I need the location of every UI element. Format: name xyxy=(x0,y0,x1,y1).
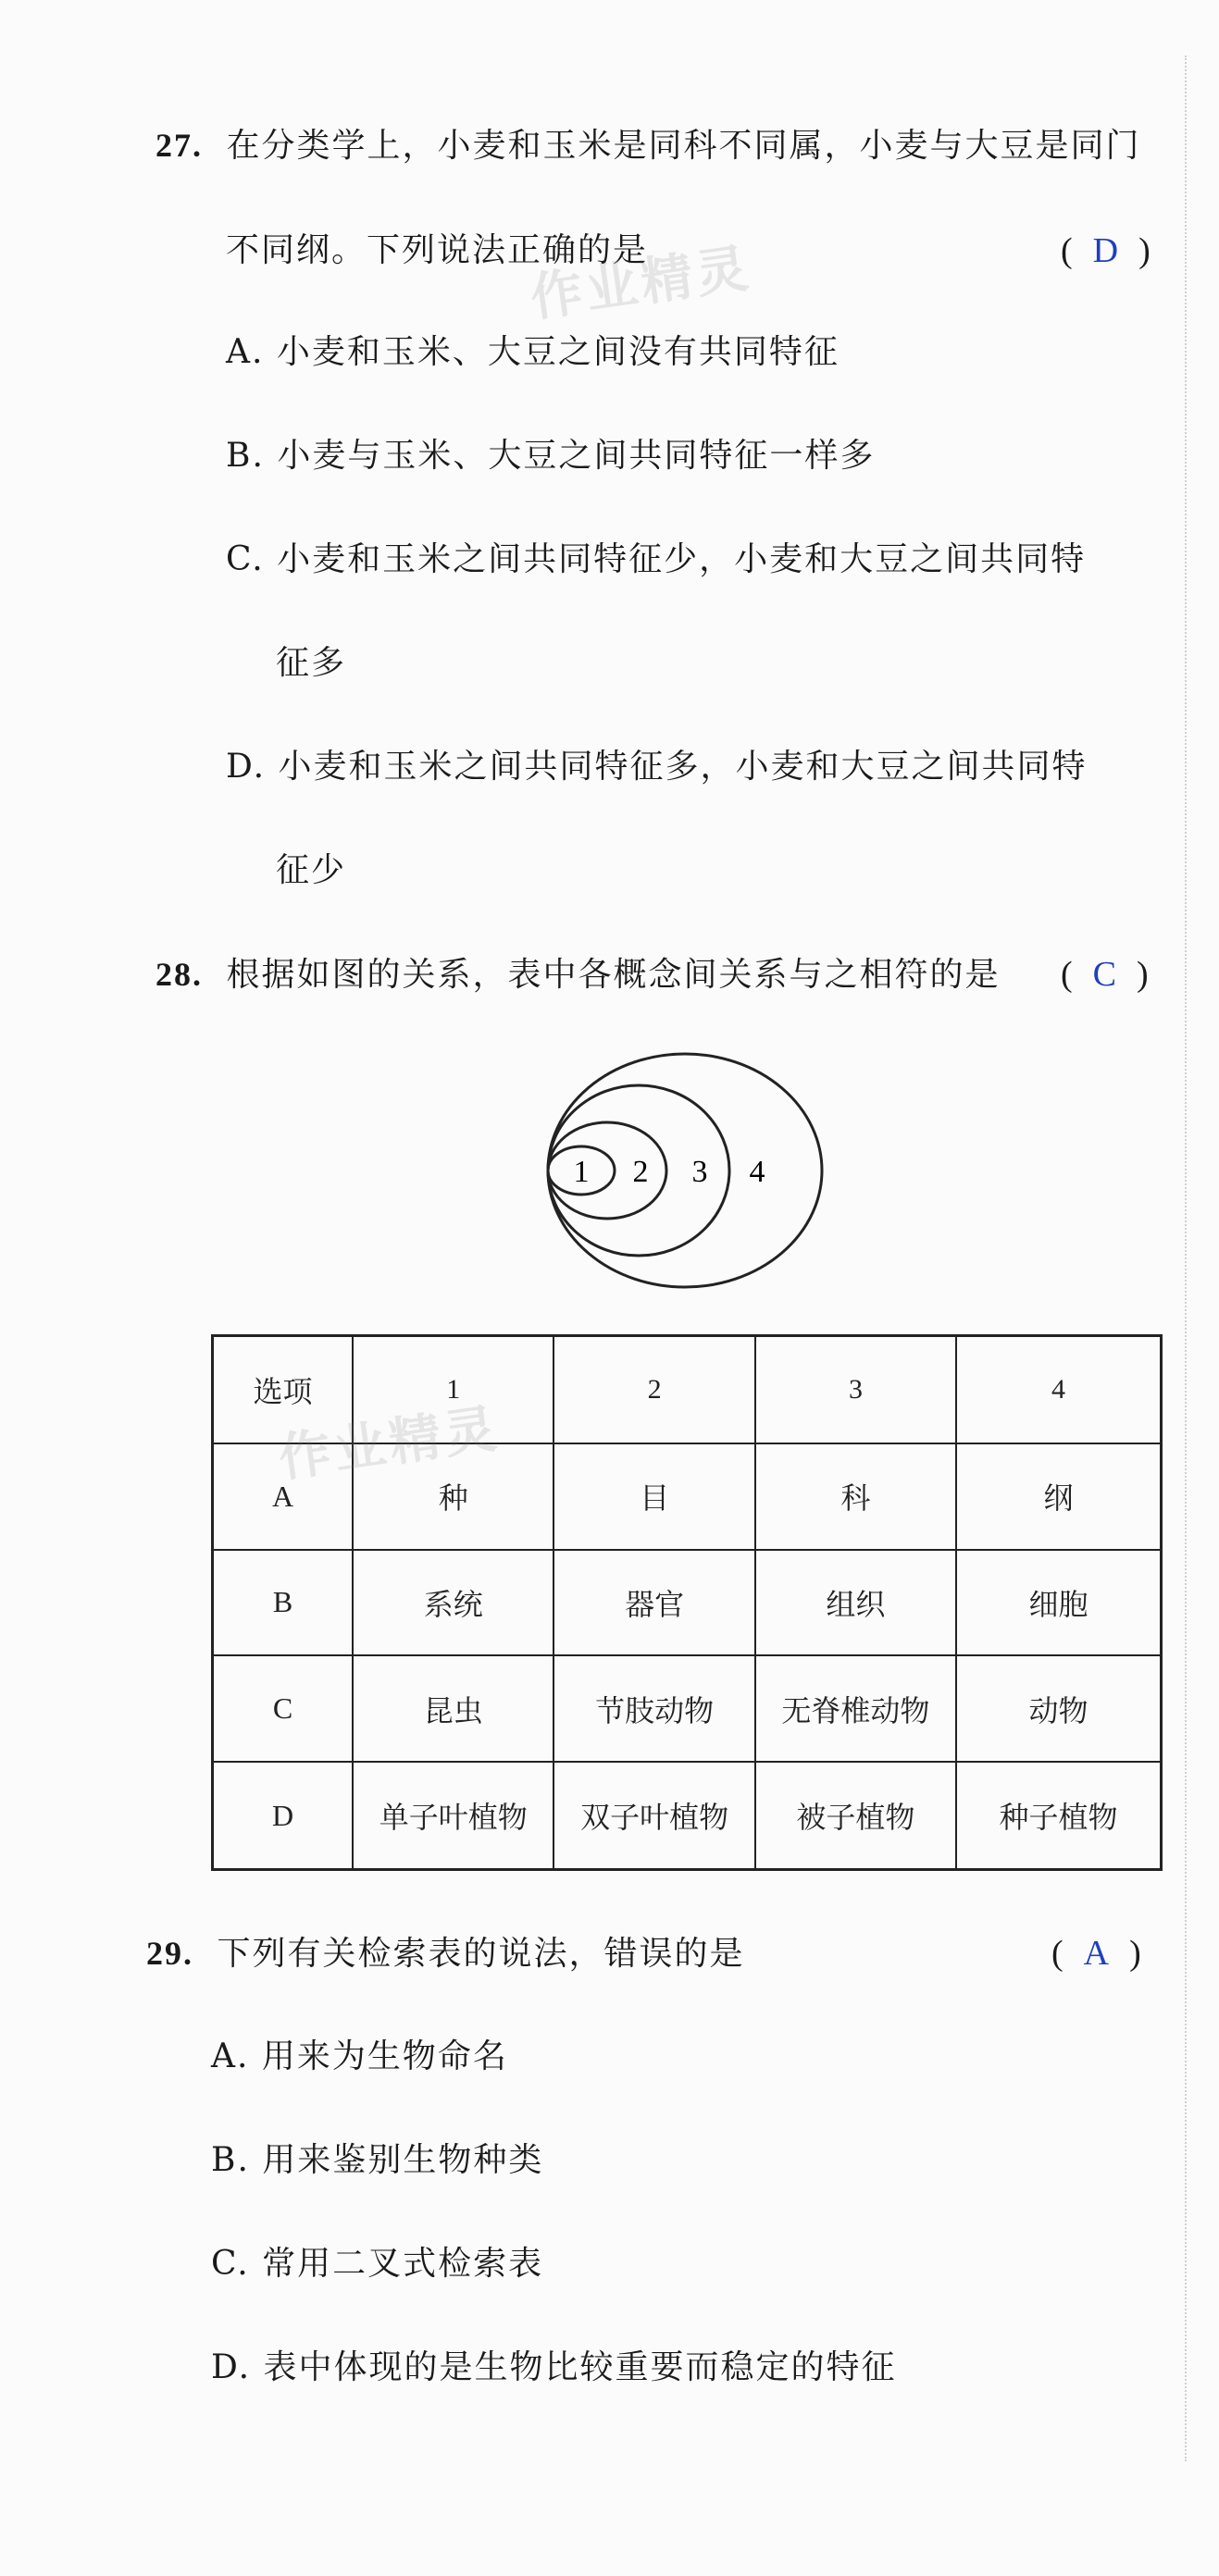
watermark: 作业精灵 xyxy=(275,1398,504,1490)
q29-option-a: A. 用来为生物命名 xyxy=(211,2037,508,2075)
q28-number: 28. xyxy=(155,956,203,993)
q28-stem: 根据如图的关系，表中各概念间关系与之相符的是 xyxy=(226,956,1001,994)
table-cell: 昆虫 xyxy=(353,1655,554,1762)
table-cell: 系统 xyxy=(353,1550,554,1656)
q29-answer-letter: A xyxy=(1083,1934,1110,1973)
q27-stem-1: 在分类学上，小麦和玉米是同科不同属，小麦与大豆是同门 xyxy=(226,127,1141,165)
q27-answer: ( D ) xyxy=(1061,231,1151,270)
label-3: 3 xyxy=(691,1155,708,1189)
q27-option-b: B. 小麦与玉米、大豆之间共同特征一样多 xyxy=(226,437,876,475)
label-2: 2 xyxy=(632,1155,649,1189)
table-cell: C xyxy=(213,1655,354,1762)
table-cell: 双子叶植物 xyxy=(554,1762,754,1869)
watermark: 作业精灵 xyxy=(527,238,755,329)
table-cell: 种子植物 xyxy=(956,1762,1161,1869)
q27-stem-2: 不同纲。下列说法正确的是 xyxy=(226,231,649,269)
table-header-cell: 选项 xyxy=(213,1336,354,1443)
q29-option-b: B. 用来鉴别生物种类 xyxy=(211,2141,544,2179)
margin-rule xyxy=(1185,56,1187,2461)
q27-line1 xyxy=(155,122,1140,169)
q29-option-c: C. 常用二叉式检索表 xyxy=(211,2245,544,2283)
ellipse-2 xyxy=(548,1122,666,1219)
table-header-cell: 2 xyxy=(554,1336,754,1443)
q27-answer-letter: D xyxy=(1092,231,1119,270)
q27-number: 27. xyxy=(155,127,203,164)
table-cell: 纲 xyxy=(956,1443,1161,1550)
table-cell: B xyxy=(213,1550,354,1656)
table-cell: 种 xyxy=(353,1443,554,1550)
table-cell: D xyxy=(213,1762,354,1869)
q28-answer: ( C ) xyxy=(1061,955,1149,994)
table-header-cell: 3 xyxy=(755,1336,956,1443)
table-cell: 目 xyxy=(554,1443,754,1550)
q28-answer-letter: C xyxy=(1092,955,1117,994)
table-row xyxy=(213,1655,1162,1762)
q28-line1 xyxy=(155,951,1000,998)
table-cell: 被子植物 xyxy=(755,1762,956,1869)
q29-option-d: D. 表中体现的是生物比较重要而稳定的特征 xyxy=(211,2348,897,2386)
q29-line1 xyxy=(146,1930,744,1977)
nested-ellipses-diagram xyxy=(518,1036,852,1305)
q27-option-d-2: 征少 xyxy=(276,851,347,889)
q27-option-c-2: 征多 xyxy=(276,644,347,682)
q27-option-a: A. 小麦和玉米、大豆之间没有共同特征 xyxy=(226,333,840,371)
q27-option-c-1: C. 小麦和玉米之间共同特征少，小麦和大豆之间共同特 xyxy=(226,540,1087,578)
q29-number: 29. xyxy=(146,1935,193,1972)
table-header-cell: 1 xyxy=(353,1336,554,1443)
table-row xyxy=(213,1762,1162,1869)
label-4: 4 xyxy=(749,1155,765,1189)
q29-stem: 下列有关检索表的说法，错误的是 xyxy=(217,1935,745,1973)
table-cell: 节肢动物 xyxy=(554,1655,754,1762)
table-cell: 细胞 xyxy=(956,1550,1161,1656)
q27-option-d-1: D. 小麦和玉米之间共同特征多，小麦和大豆之间共同特 xyxy=(226,748,1088,786)
label-1: 1 xyxy=(573,1155,590,1189)
table-cell: A xyxy=(213,1443,354,1550)
table-cell: 单子叶植物 xyxy=(353,1762,554,1869)
table-cell: 无脊椎动物 xyxy=(755,1655,956,1762)
table-cell: 器官 xyxy=(554,1550,754,1656)
table-row xyxy=(213,1550,1162,1656)
table-cell: 动物 xyxy=(956,1655,1161,1762)
table-cell: 科 xyxy=(755,1443,956,1550)
q29-answer: ( A ) xyxy=(1051,1934,1141,1973)
table-cell: 组织 xyxy=(755,1550,956,1656)
table-header-cell: 4 xyxy=(956,1336,1161,1443)
